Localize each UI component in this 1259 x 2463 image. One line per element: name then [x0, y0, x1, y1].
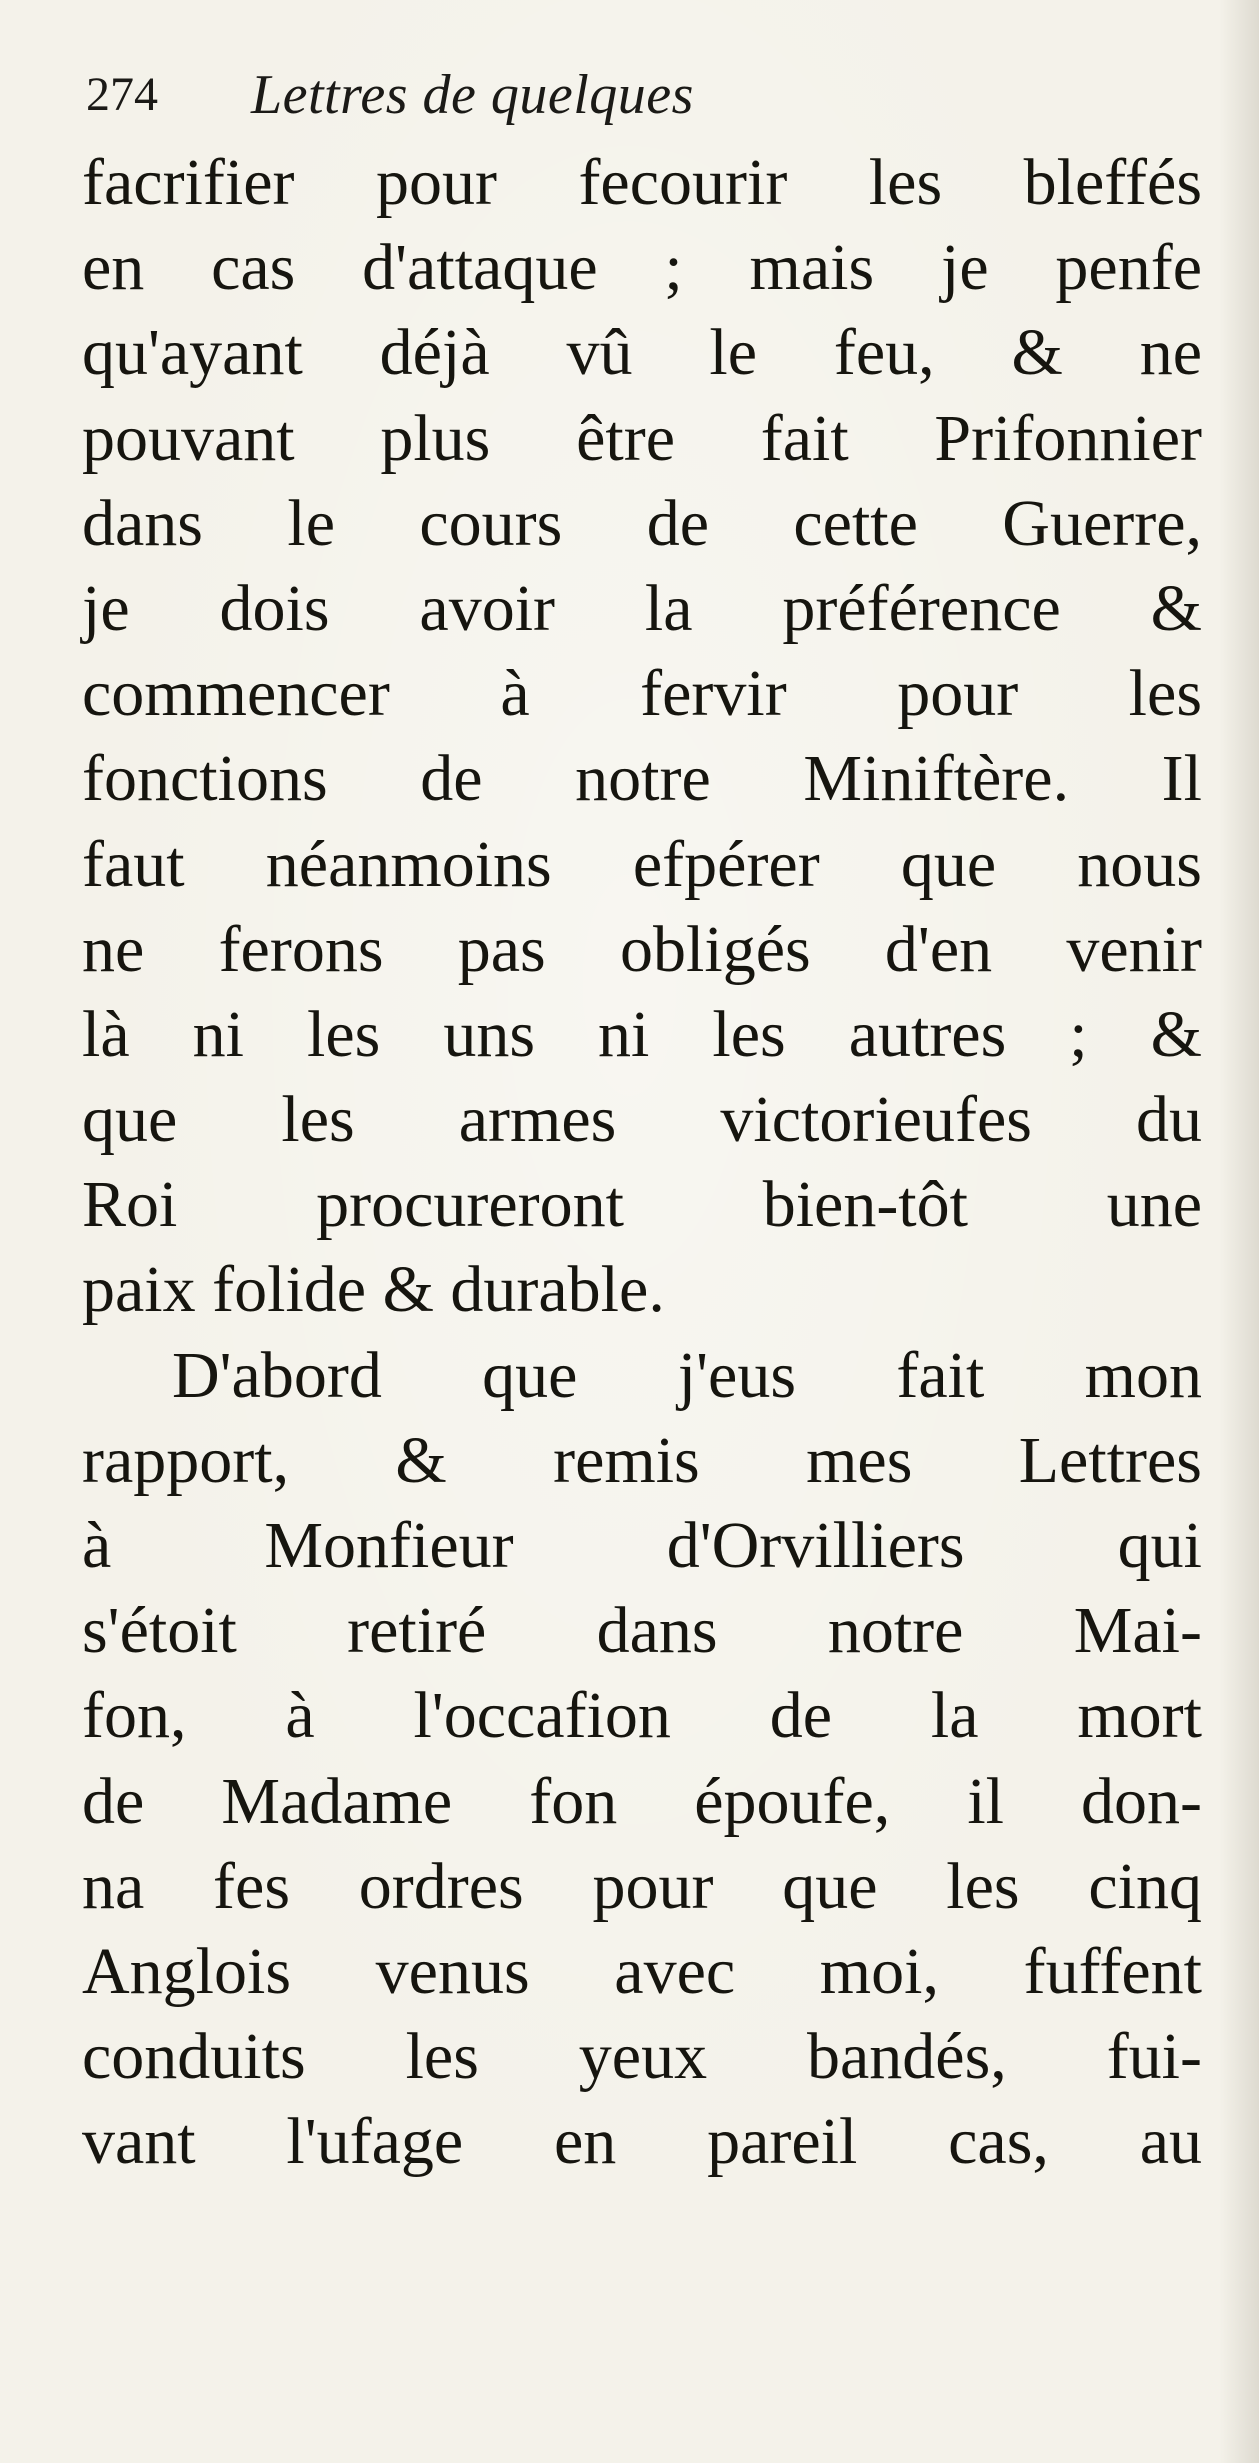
text-line: conduits les yeux bandés, fui-	[82, 2020, 1202, 2094]
text-line: que les armes victorieufes du	[82, 1083, 1202, 1157]
text-line: à Monfieur d'Orvilliers qui	[82, 1509, 1202, 1582]
text-line: Roi procureront bien-tôt une	[82, 1168, 1202, 1242]
page-edge-shadow	[1219, 0, 1259, 2463]
text-line: pouvant plus être fait Prifonnier	[82, 401, 1202, 475]
text-line: s'étoit retiré dans notre Mai-	[82, 1594, 1202, 1668]
text-line: là ni les uns ni les autres ; &	[82, 997, 1202, 1071]
text-line: rapport, & remis mes Lettres	[82, 1423, 1202, 1497]
body-text	[82, 140, 1202, 2185]
text-line: qu'ayant déjà vû le feu, & ne	[82, 316, 1202, 390]
text-line: vant l'ufage en pareil cas, au	[82, 2105, 1202, 2179]
text-line: dans le cours de cette Guerre,	[82, 486, 1202, 560]
text-line: fon, à l'occafion de la mort	[82, 1679, 1202, 1753]
text-line: facrifier pour fecourir les bleffés	[82, 146, 1202, 219]
running-title: Lettres de quelques	[251, 64, 694, 126]
text-line: fonctions de notre Miniftère. Il	[82, 742, 1202, 816]
text-line: de Madame fon époufe, il don-	[82, 1764, 1202, 1838]
running-head	[86, 60, 1086, 130]
text-line: en cas d'attaque ; mais je penfe	[82, 231, 1202, 305]
text-line: je dois avoir la préférence &	[82, 571, 1202, 645]
page-number: 274	[86, 68, 158, 121]
text-line: D'abord que j'eus fait mon	[172, 1338, 1202, 1412]
text-line: ne ferons pas obligés d'en venir	[82, 912, 1202, 986]
text-line: faut néanmoins efpérer que nous	[82, 827, 1202, 901]
text-line: na fes ordres pour que les cinq	[82, 1849, 1202, 1923]
text-line: commencer à fervir pour les	[82, 657, 1202, 731]
text-line: paix folide & durable.	[82, 1253, 665, 1327]
text-line: Anglois venus avec moi, fuffent	[82, 1934, 1202, 2008]
